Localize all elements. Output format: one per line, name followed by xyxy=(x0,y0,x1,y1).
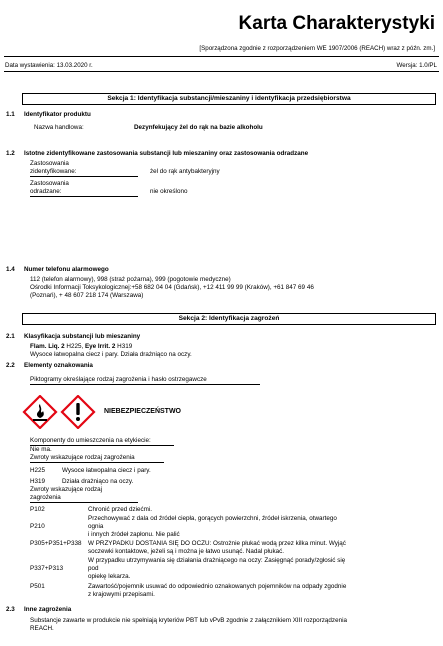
emergency-line-1: 112 (telefon alarmowy), 998 (straż pożarna), 999 (pogotowie medyczne) xyxy=(30,276,231,283)
p337-code: P337+P313 xyxy=(30,565,64,572)
emergency-line-2: Ośrodki Informacji Toksykologicznej:+58 682 04 04 (Gdańsk), +12 411 99 99 (Kraków), +61 847 69 46 xyxy=(30,284,314,291)
section-1-2-number: 1.2 xyxy=(6,150,15,157)
p337-line-1: W przypadku utrzymywania się działania drażniącego na oczy: Zasięgnąć porady/zgłosić się xyxy=(88,557,346,564)
p210-code: P210 xyxy=(30,523,45,530)
section-1-1-title: Identyfikator produktu xyxy=(24,111,91,118)
signal-word: NIEBEZPIECZEŃSTWO xyxy=(104,408,182,415)
classification-h319: H319 xyxy=(115,343,133,350)
section-2-1-title: Klasyfikacja substancji lub mieszaniny xyxy=(24,333,141,340)
section-2-header: Sekcja 2: Identyfikacja zagrożeń xyxy=(22,313,436,325)
exclamation-pictogram-icon xyxy=(62,396,94,428)
other-hazards-line-2: REACH. xyxy=(30,625,54,632)
identified-uses-underline xyxy=(30,176,138,177)
pictograms-label: Piktogramy określające rodzaj zagrożenia i hasło ostrzegawcze xyxy=(30,376,207,383)
emergency-line-3: (Poznań), + 48 607 218 174 (Warszawa) xyxy=(30,292,144,299)
document-title: Karta Charakterystyki xyxy=(238,13,435,34)
trade-name-label: Nazwa handlowa: xyxy=(34,124,84,131)
identified-uses-label-1: Zastosowania xyxy=(30,160,69,167)
p210-line-3: i innych źródeł zapłonu. Nie palić xyxy=(88,531,180,538)
p501-line-1: Zawartość/pojemnik usuwać do odpowiednio oznakowanych pojemników na odpady zgodnie xyxy=(88,583,347,590)
other-hazards-line-1: Substancje zawarte w produkcie nie spełniają kryteriów PBT lub vPvB zgodnie z załącznikiem XIII rozporządzenia xyxy=(30,617,347,624)
section-1-2-title: Istotne zidentyfikowane zastosowania substancji lub mieszaniny oraz zastosowania odradzane xyxy=(24,150,309,157)
p102-code: P102 xyxy=(30,506,45,513)
header-rule-bottom xyxy=(4,71,439,72)
advised-against-value: nie określono xyxy=(150,188,188,195)
section-2-3-title: Inne zagrożenia xyxy=(24,606,72,613)
ghs-pictograms-svg xyxy=(22,395,112,429)
precautionary-label-2: zagrożenia xyxy=(30,494,61,501)
hazard-statements-underline xyxy=(30,462,164,463)
p501-code: P501 xyxy=(30,583,45,590)
p501-line-2: z krajowymi przepisami. xyxy=(88,591,155,598)
identified-uses-label-2: zidentyfikowane: xyxy=(30,168,77,175)
p102-text: Chronić przed dziećmi. xyxy=(88,506,153,513)
hazard-h225-text: Wysoce łatwopalna ciecz i pary. xyxy=(62,467,151,474)
classification-flam-liq: Flam. Liq. 2 xyxy=(30,343,65,350)
section-2-2-title: Elementy oznakowania xyxy=(24,362,93,369)
section-2-2-number: 2.2 xyxy=(6,362,15,369)
hazard-h319-text: Działa drażniąco na oczy. xyxy=(62,478,134,485)
section-2-1-number: 2.1 xyxy=(6,333,15,340)
trade-name-value: Dezynfekujący żel do rąk na bazie alkoholu xyxy=(134,124,263,131)
ghs-pictograms xyxy=(22,395,112,429)
classification-h225: H225, xyxy=(64,343,85,350)
advised-against-label-1: Zastosowania xyxy=(30,180,69,187)
p337-line-3: opiekę lekarza. xyxy=(88,573,131,580)
header-rule-top xyxy=(4,56,439,57)
hazard-h225-code: H225 xyxy=(30,467,46,474)
section-2-3-number: 2.3 xyxy=(6,606,15,613)
p210-line-2: ognia xyxy=(88,523,104,530)
p305-line-2: soczewki kontaktowe, jeżeli są i można je łatwo usunąć. Nadal płukać. xyxy=(88,548,284,555)
section-1-1-number: 1.1 xyxy=(6,111,15,118)
section-1-4-number: 1.4 xyxy=(6,266,15,273)
precautionary-label-1: Zwroty wskazujące rodzaj xyxy=(30,486,103,493)
document-subtitle: [Sporządzona zgodnie z rozporządzeniem WE 1907/2006 (REACH) wraz z późn. zm.] xyxy=(199,45,435,52)
identified-uses-value: żel do rąk antybakteryjny xyxy=(150,168,220,175)
flame-pictogram-icon xyxy=(24,396,56,428)
section-1-header: Sekcja 1: Identyfikacja substancji/mieszaniny i identyfikacja przedsiębiorstwa xyxy=(22,93,436,105)
classification-line xyxy=(30,343,132,351)
p305-line-1: W PRZYPADKU DOSTANIA SIĘ DO OCZU: Ostrożnie płukać wodą przez kilka minut. Wyjąć xyxy=(88,540,346,547)
label-components-value: Nie ma. xyxy=(30,446,52,453)
label-components-label: Komponenty do umieszczenia na etykiecie: xyxy=(30,437,151,444)
classification-eye-irrit: Eye Irrit. 2 xyxy=(84,343,116,350)
p210-line-1: Przechowywać z dala od źródeł ciepła, gorących powierzchni, źródeł iskrzenia, otwartego xyxy=(88,515,337,522)
classification-description: Wysoce łatwopalna ciecz i pary. Działa drażniąco na oczy. xyxy=(30,351,192,358)
pictograms-underline xyxy=(30,384,260,385)
p305-code: P305+P351+P338 xyxy=(30,540,82,547)
hazard-statements-label: Zwroty wskazujące rodzaj zagrożenia xyxy=(30,454,135,461)
advised-against-label-2: odradzane: xyxy=(30,188,62,195)
p337-line-2: pod xyxy=(88,565,99,572)
issue-date: Data wystawienia: 13.03.2020 r. xyxy=(5,62,93,69)
version: Wersja: 1.0/PL xyxy=(396,62,437,69)
hazard-h319-code: H319 xyxy=(30,478,46,485)
precautionary-underline xyxy=(30,502,138,503)
section-1-4-title: Numer telefonu alarmowego xyxy=(24,266,109,273)
advised-against-underline xyxy=(30,196,138,197)
